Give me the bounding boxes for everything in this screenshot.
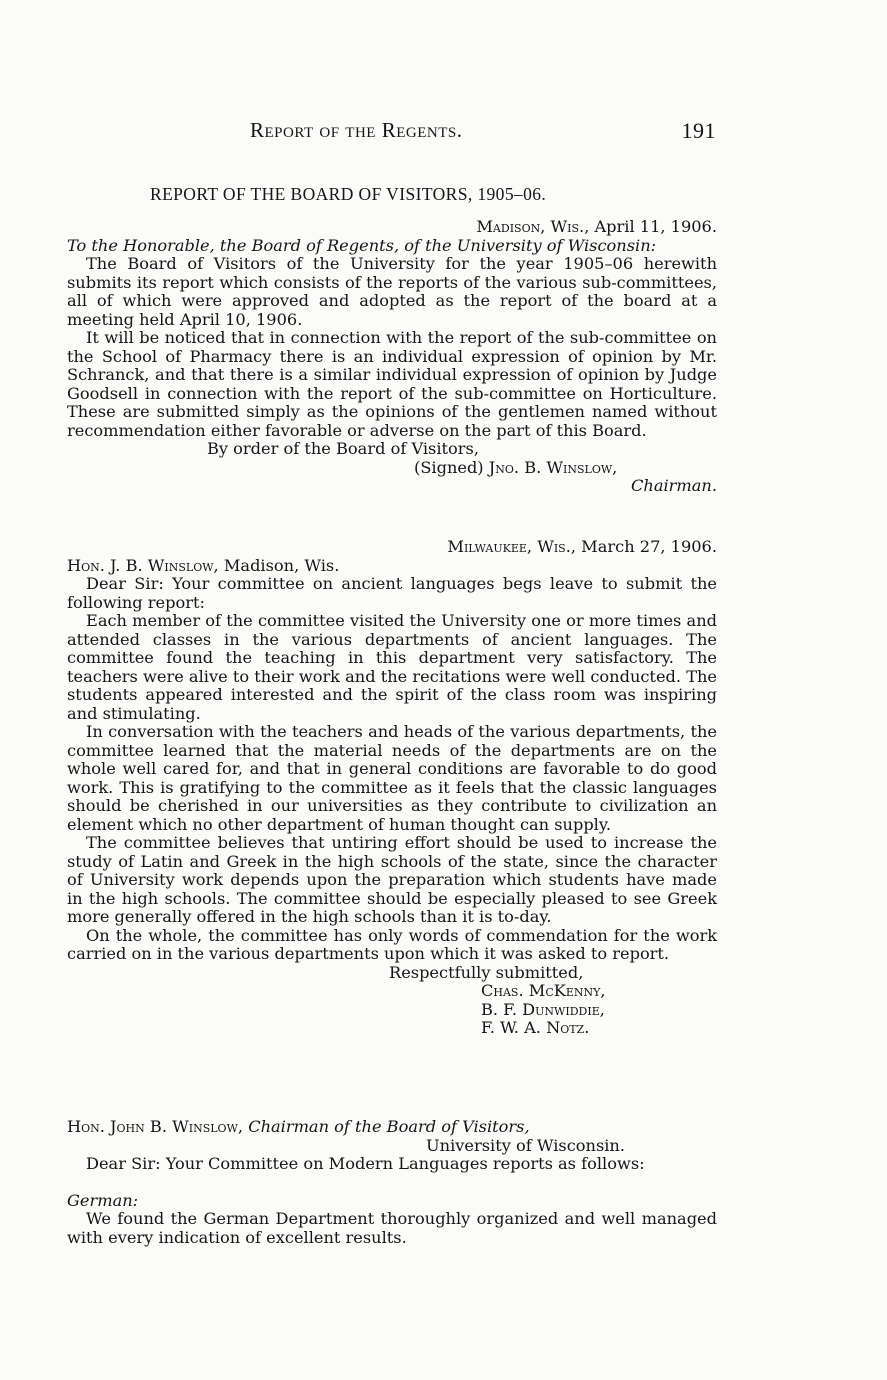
addressee-org: University of Wisconsin. (426, 1135, 626, 1155)
dateline-date: , March 27, 1906. (570, 537, 717, 556)
paragraph: We found the German Department thoroughly organized and well managed with every indication of excellent results. (67, 1209, 717, 1247)
paragraph: It will be noticed that in connection with the report of the sub-committee on the School of Pharmacy there is an individual expression of opinion by Mr. Schranck, and that there is a similar individual expression of opinion by Judge Goodsell in connection with the report of the sub-committee on Horticulture. These are submitted simply as the opinions of the gentlemen named without recommendation either favorable or adverse on the part of this Board. (67, 328, 717, 440)
dateline (67, 218, 717, 237)
addressee-name: Hon. J. B. Winslow (67, 555, 214, 575)
signer-title: Chairman. (631, 476, 717, 495)
running-title: Report of the Regents. (250, 118, 463, 142)
dateline-place: Madison, Wis. (476, 217, 585, 236)
modern-languages-report (67, 1118, 717, 1247)
dateline-place: Milwaukee, Wis. (447, 537, 571, 556)
paragraph: Dear Sir: Your committee on ancient languages begs leave to submit the following report: (67, 574, 717, 612)
signer-name: B. F. Dunwiddie, (481, 999, 605, 1019)
addressee-place: , Madison, Wis. (213, 555, 340, 575)
dateline (67, 538, 717, 557)
salutation: To the Honorable, the Board of Regents, of the University of Wisconsin: (67, 235, 657, 255)
addressee (67, 1118, 717, 1137)
page-number: 191 (681, 118, 716, 143)
report-title: REPORT OF THE BOARD OF VISITORS, 1905–06. (150, 184, 547, 204)
addressee-title: Chairman of the Board of Visitors, (248, 1117, 530, 1136)
signed-prefix: (Signed) (414, 457, 489, 477)
signer-name: Jno. B. Winslow, (488, 457, 618, 477)
board-letter (67, 218, 717, 496)
ancient-languages-report (67, 538, 717, 1038)
paragraph: Each member of the committee visited the University one or more times and attended classes in the various departments of ancient languages. The committee found the teaching in this department very satisfactory. The teachers were alive to their work and the recitations were well conducted. The students appeared interested and the spirit of the class room was inspiring and stimulating. (67, 611, 717, 723)
closing: Respectfully submitted, (389, 962, 584, 982)
paragraph: In conversation with the teachers and heads of the various departments, the committee learned that the material needs of the departments are on the whole well cared for, and that in general conditions are favorable to do good work. This is gratifying to the committee as it feels that the classic languages should be cherished in our universities as they contribute to civilization an element which no other department of human thought can supply. (67, 722, 717, 834)
paragraph: On the whole, the committee has only words of commendation for the work carried on in the various departments upon which it was asked to report. (67, 925, 717, 963)
addressee (67, 557, 717, 576)
signer-name: Chas. McKenny, (481, 981, 606, 1000)
addressee-name: Hon. John B. Winslow, (67, 1117, 249, 1136)
signer-name: F. W. A. Notz. (481, 1018, 590, 1037)
section-heading: German: (67, 1190, 139, 1210)
running-header (250, 118, 716, 148)
dateline-date: , April 11, 1906. (584, 217, 717, 236)
signature-line (67, 459, 717, 478)
closing: By order of the Board of Visitors, (207, 439, 479, 458)
paragraph: Dear Sir: Your Committee on Modern Languages reports as follows: (86, 1154, 645, 1173)
paragraph: The Board of Visitors of the University for the year 1905–06 herewith submits its report which consists of the reports of the various sub-committees, all of which were approved and adopted as the report of the board at a meeting held April 10, 1906. (67, 254, 717, 329)
paragraph: The committee believes that untiring effort should be used to increase the study of Latin and Greek in the high schools of the state, since the character of University work depends upon the preparation which students have made in the high schools. The committee should be especially pleased to see Greek more generally offered in the high schools than it is to-day. (67, 833, 717, 926)
